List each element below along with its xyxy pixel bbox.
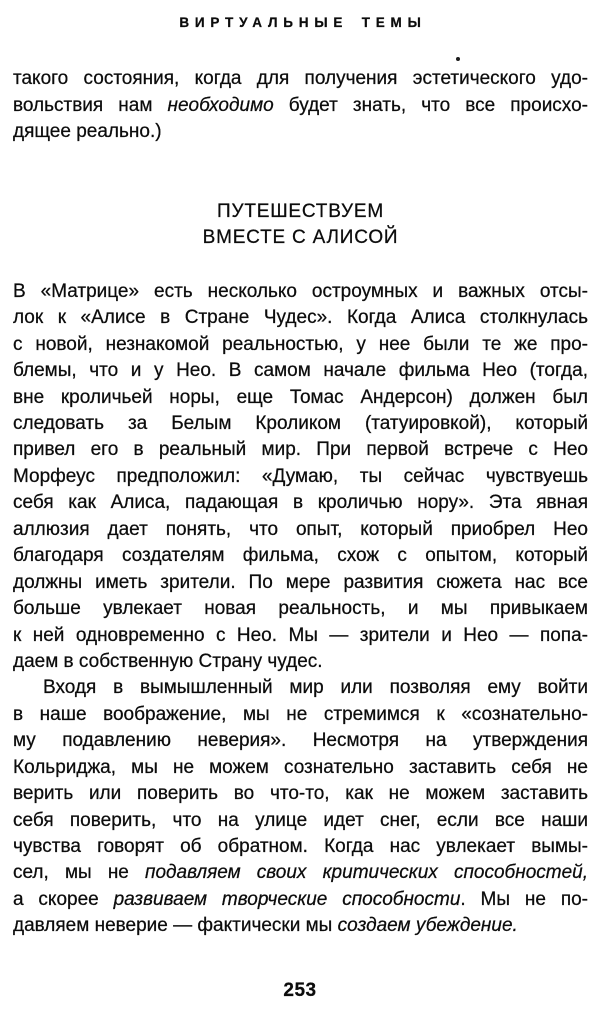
body-text: В «Матрице» есть несколько остроумных и важных отсы- [13, 280, 588, 302]
body-text: лок к «Алисе в Стране Чудес». Когда Алиса столкнулась [13, 307, 588, 329]
text-line [13, 543, 588, 569]
text-line [13, 649, 588, 675]
text-line [13, 570, 588, 596]
text-line [13, 596, 588, 622]
text-line [13, 305, 588, 331]
text-line [13, 119, 588, 145]
body-text: вольствия нам [13, 94, 168, 116]
body-text: аллюзия дает понять, что опыт, который приобрел Нео [13, 518, 588, 540]
text-line [13, 411, 588, 437]
body-text: даем в собственную Страну чудес. [13, 650, 323, 672]
body-text: должны иметь зрители. По мере развития сюжета нас все [13, 571, 588, 593]
paragraph-continuation [13, 66, 588, 145]
body-text: вне кроличьей норы, еще Томас Андерсон) должен был [13, 386, 588, 408]
text-line [13, 675, 588, 701]
text-line [13, 66, 588, 92]
section-heading [13, 199, 588, 252]
body-text: чувства говорят об обратном. Когда нас увлекает вымы- [13, 836, 588, 858]
body-text: такого состояния, когда для получения эстетического удо- [13, 68, 588, 90]
paragraph-fictional-world [13, 675, 588, 939]
body-text: му подавлению неверия». Несмотря на утверждения [13, 730, 588, 752]
text-line [13, 887, 588, 913]
text-line [13, 279, 588, 305]
body-text: сел, мы не [13, 862, 146, 884]
paragraph-matrix-alice [13, 279, 588, 676]
body-text: дящее реально.) [13, 121, 162, 143]
text-line [13, 490, 588, 516]
text-line [13, 623, 588, 649]
text-line [13, 755, 588, 781]
body-text: будет знать, что все происхо- [273, 94, 588, 116]
emphasized-text: развиваем творческие способности [113, 888, 461, 910]
body-text: Входя в вымышленный мир или позволяя ему войти [43, 677, 588, 699]
body-text: с новой, незнакомой реальностью, у нее были те же про- [13, 333, 588, 355]
text-line [13, 913, 588, 939]
emphasized-text: подавляем своих критических способностей, [145, 862, 588, 884]
body-text: благодаря создателям фильма, схож с опытом, который [13, 545, 588, 567]
emphasized-text: создаем убеждение. [337, 915, 518, 937]
body-text: давляем неверие — фактически мы [13, 915, 338, 937]
body-text: привел его в реальный мир. При первой встрече с Нео [13, 439, 588, 461]
text-line [13, 860, 588, 886]
text-line [13, 385, 588, 411]
body-text: следовать за Белым Кроликом (татуировкой), который [13, 413, 588, 435]
text-line [13, 332, 588, 358]
body-text: в наше воображение, мы не стремимся к «сознательно- [13, 703, 588, 725]
print-artifact-dot [456, 57, 460, 61]
text-line [13, 437, 588, 463]
page-number: 253 [283, 979, 317, 1001]
body-text: себя как Алиса, падающая в кроличью нору». Эта явная [13, 492, 588, 514]
body-text: к ней одновременно с Нео. Мы — зрители и Нео — попа- [13, 624, 588, 646]
text-line [13, 358, 588, 384]
body-text: себя поверить, что на улице идет снег, если все наши [13, 809, 588, 831]
section-heading-line-1: ПУТЕШЕСТВУЕМ [217, 200, 384, 222]
text-line [13, 808, 588, 834]
text-line [13, 728, 588, 754]
text-line [13, 834, 588, 860]
text-line [13, 702, 588, 728]
text-line [13, 517, 588, 543]
body-text: . Мы не по- [460, 888, 588, 910]
text-line [13, 781, 588, 807]
text-line [13, 464, 588, 490]
running-head: ВИРТУАЛЬНЫЕ ТЕМЫ [179, 15, 427, 30]
body-text: верить или поверить во что-то, как не можем заставить [13, 783, 588, 805]
body-text: а скорее [13, 888, 114, 910]
body-text: Кольриджа, мы не можем сознательно заставить себя не [13, 756, 588, 778]
body-text: блемы, что и у Нео. В самом начале фильма Нео (тогда, [13, 360, 588, 382]
text-line [13, 93, 588, 119]
body-text: Морфеус предположил: «Думаю, ты сейчас чувствуешь [13, 465, 588, 487]
section-heading-line-2: ВМЕСТЕ С АЛИСОЙ [202, 227, 399, 249]
body-text: больше увлекает новая реальность, и мы привыкаем [13, 598, 588, 620]
emphasized-text: необходимо [167, 94, 274, 116]
page-body [0, 66, 600, 939]
